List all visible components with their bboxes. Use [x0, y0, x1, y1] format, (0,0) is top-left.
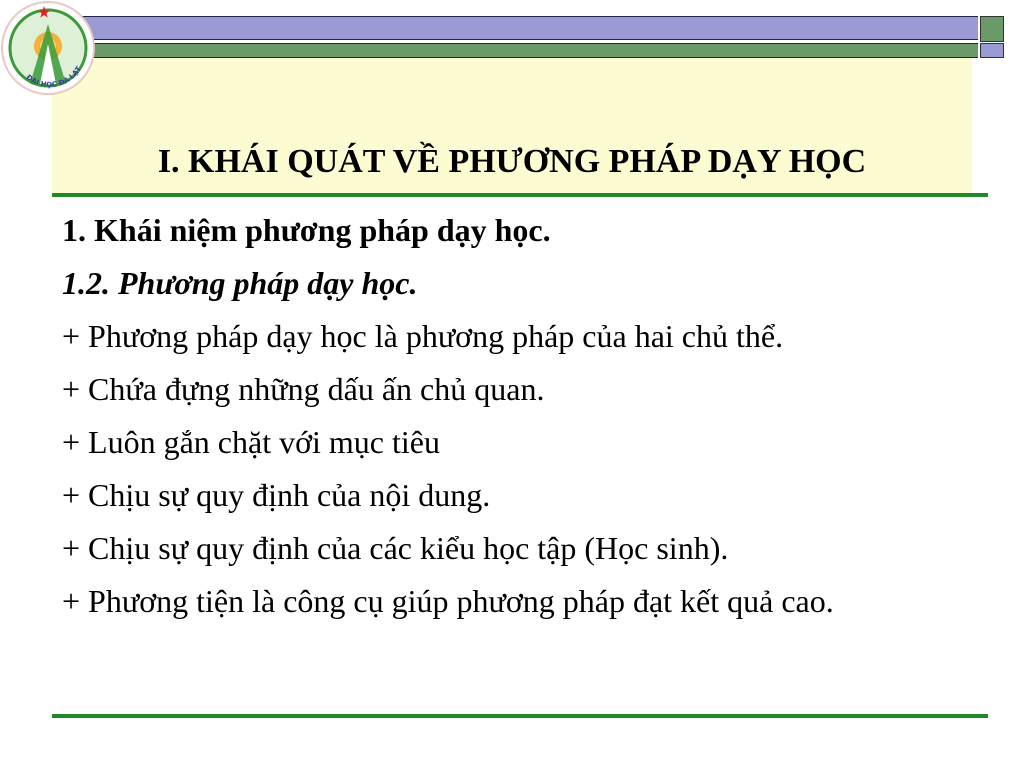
header-bar-green	[62, 43, 978, 58]
bullet-item: + Phương tiện là công cụ giúp phương pháp đạt kết quả cao.	[62, 583, 834, 619]
bullet-item: + Chịu sự quy định của nội dung.	[62, 477, 491, 513]
content-subheading: 1.2. Phương pháp dạy học.	[62, 265, 418, 301]
slide-title: I. KHÁI QUÁT VỀ PHƯƠNG PHÁP DẠY HỌC	[157, 143, 867, 180]
bullet-item: + Phương pháp dạy học là phương pháp của hai chủ thể.	[62, 318, 784, 354]
corner-square-green	[980, 16, 1004, 42]
university-seal-icon	[0, 0, 96, 96]
slide-content	[62, 210, 982, 634]
bullet-item: + Chứa đựng những dấu ấn chủ quan.	[62, 371, 545, 407]
title-divider	[52, 193, 988, 197]
bullet-item: + Luôn gắn chặt với mục tiêu	[62, 424, 440, 460]
bullet-item: + Chịu sự quy định của các kiểu học tập (Học sinh).	[62, 530, 729, 566]
logo-text: ĐẠI HỌC ĐÀ LẠT	[24, 64, 84, 89]
content-heading: 1. Khái niệm phương pháp dạy học.	[62, 212, 551, 248]
corner-square-purple	[980, 43, 1004, 58]
header-bar-purple	[62, 16, 978, 40]
footer-divider	[52, 714, 988, 718]
